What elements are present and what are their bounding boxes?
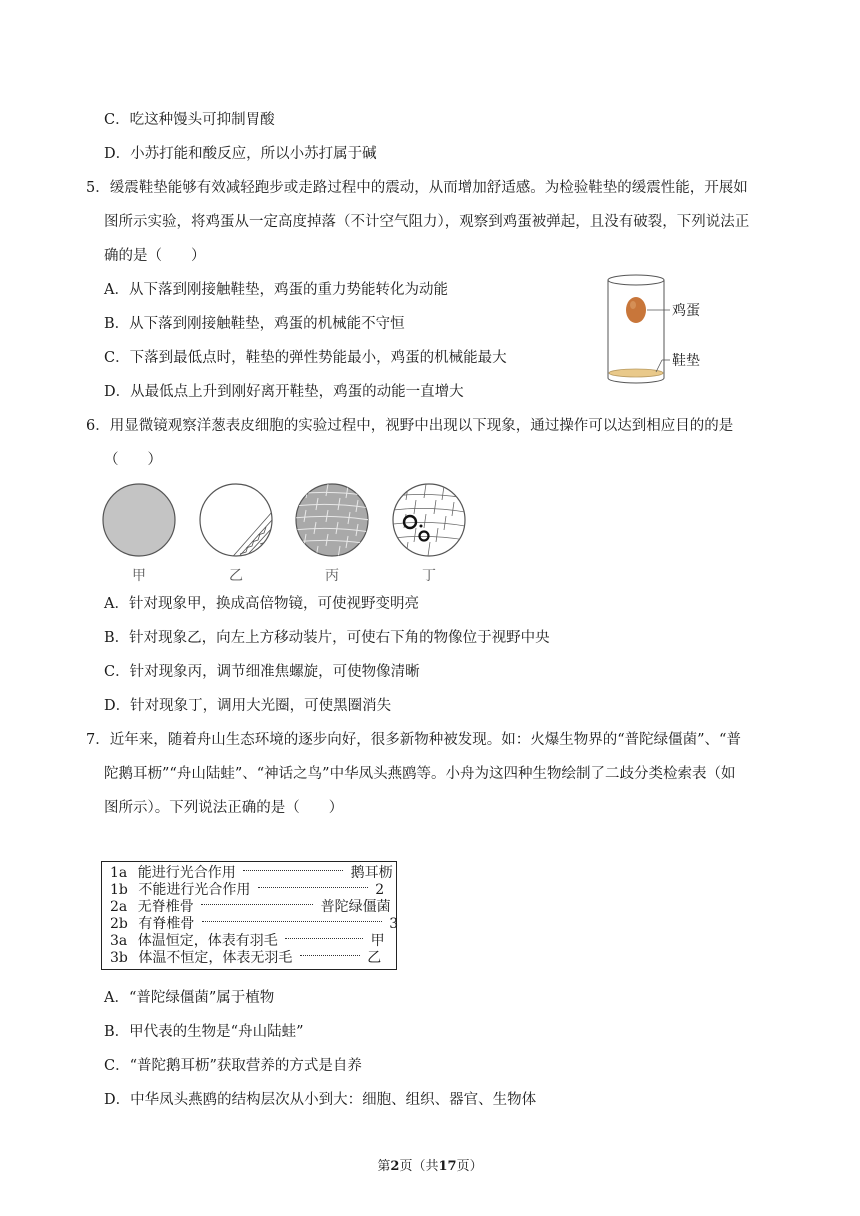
key-row-1a: 1a 能进行光合作用 鹅耳枥 — [110, 865, 393, 881]
view-ding — [393, 484, 465, 556]
egg-shape — [626, 297, 646, 323]
key-row-3a: 3a 体温恒定，体表有羽毛 甲 — [110, 933, 385, 949]
q7-stem-line3: 图所示）。下列说法正确的是（ ） — [104, 800, 344, 816]
q6-option-d: D．针对现象丁，调用大光圈，可使黑圈消失 — [104, 698, 392, 714]
q6-option-c: C．针对现象丙，调节细准焦螺旋，可使物像清晰 — [104, 664, 420, 680]
page-footer: 第2页（共17页） — [377, 1159, 483, 1174]
cylinder-diagram — [600, 272, 730, 392]
q6-stem-line2: （ ） — [104, 452, 162, 468]
view-label-jia: 甲 — [132, 568, 146, 584]
q7-option-c: C．“普陀鹅耳枥”获取营养的方式是自养 — [104, 1058, 362, 1074]
view-label-ding: 丁 — [422, 568, 436, 584]
insole-shape — [609, 369, 663, 377]
egg-drop-figure — [600, 272, 730, 392]
view-yi — [200, 484, 272, 562]
q5-option-a: A．从下落到刚接触鞋垫，鸡蛋的重力势能转化为动能 — [104, 282, 448, 298]
q7-stem-line2: 陀鹅耳枥”“舟山陆蛙”、“神话之鸟”中华凤头燕鸥等。小舟为这四种生物绘制了二歧分类检索表（如 — [104, 766, 736, 782]
q7-stem-line1: 7．近年来，随着舟山生态环境的逐步向好，很多新物种被发现。如：火爆生物界的“普陀绿僵菌”、“普 — [86, 732, 741, 748]
insole-label: 鞋垫 — [672, 353, 700, 369]
current-page-number: 2 — [390, 1159, 400, 1174]
q5-option-d: D．从最低点上升到刚好离开鞋垫，鸡蛋的动能一直增大 — [104, 384, 464, 400]
view-bing — [294, 484, 370, 558]
microscope-views-figure — [96, 482, 486, 592]
q6-option-b: B．针对现象乙，向左上方移动装片，可使右下角的物像位于视野中央 — [104, 630, 550, 646]
view-jia — [103, 484, 175, 556]
q6-option-a: A．针对现象甲，换成高倍物镜，可使视野变明亮 — [104, 596, 419, 612]
q5-option-b: B．从下落到刚接触鞋垫，鸡蛋的机械能不守恒 — [104, 316, 405, 332]
q4-option-c: C．吃这种馒头可抑制胃酸 — [104, 112, 275, 128]
q5-option-c: C．下落到最低点时，鞋垫的弹性势能最小，鸡蛋的机械能最大 — [104, 350, 507, 366]
q4-option-d: D．小苏打能和酸反应，所以小苏打属于碱 — [104, 146, 377, 162]
egg-label: 鸡蛋 — [672, 303, 700, 319]
q7-option-a: A．“普陀绿僵菌”属于植物 — [104, 990, 275, 1006]
view-label-bing: 丙 — [325, 568, 339, 584]
q5-stem-line2: 图所示实验，将鸡蛋从一定高度掉落（不计空气阻力），观察到鸡蛋被弹起，且没有破裂，下列说法正 — [104, 214, 750, 230]
dichotomous-key-table — [101, 861, 397, 970]
key-row-2b: 2b 有脊椎骨 3 — [110, 916, 399, 932]
q5-stem-line3: 确的是（ ） — [104, 248, 206, 264]
key-row-1b: 1b 不能进行光合作用 2 — [110, 882, 385, 898]
total-page-count: 17 — [438, 1159, 457, 1174]
view-label-yi: 乙 — [229, 568, 243, 584]
q7-option-d: D．中华凤头燕鸥的结构层次从小到大：细胞、组织、器官、生物体 — [104, 1092, 537, 1108]
q6-stem-line1: 6．用显微镜观察洋葱表皮细胞的实验过程中，视野中出现以下现象，通过操作可以达到相应目的的是 — [86, 418, 734, 434]
key-row-2a: 2a 无脊椎骨 普陀绿僵菌 — [110, 899, 391, 915]
key-row-3b: 3b 体温不恒定，体表无羽毛 乙 — [110, 950, 382, 966]
q5-stem-line1: 5．缓震鞋垫能够有效减轻跑步或走路过程中的震动，从而增加舒适感。为检验鞋垫的缓震性能，开展如 — [86, 180, 748, 196]
q7-option-b: B．甲代表的生物是“舟山陆蛙” — [104, 1024, 304, 1040]
